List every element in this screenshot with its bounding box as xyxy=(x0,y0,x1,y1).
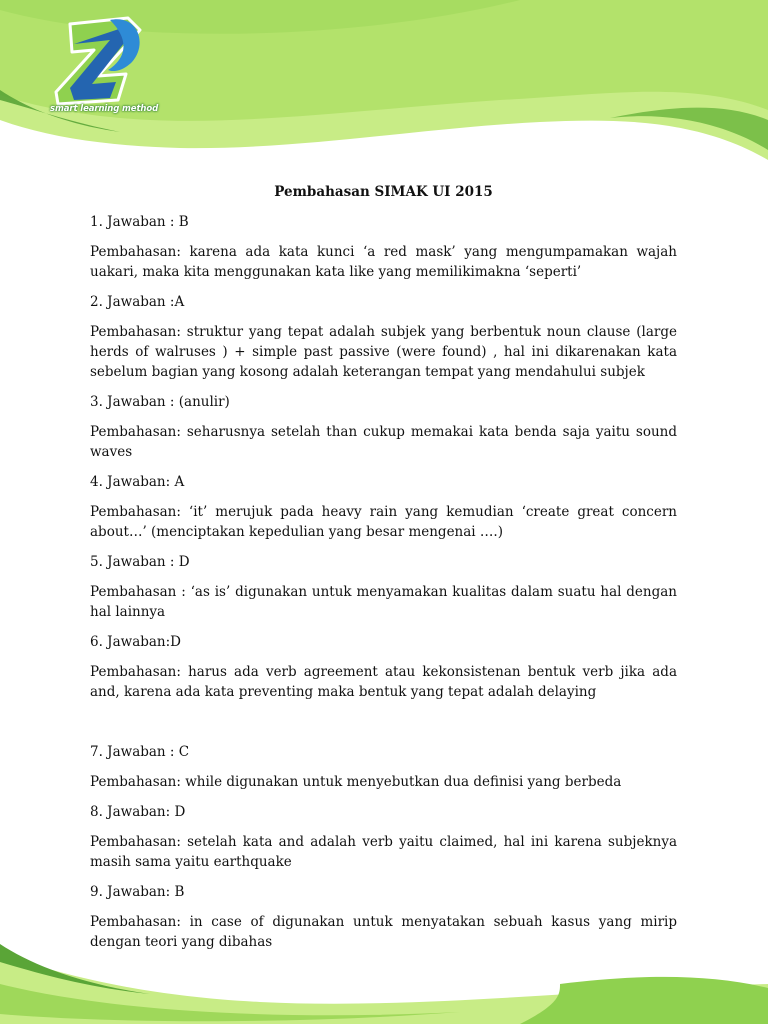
explanation-6: Pembahasan: harus ada verb agreement atau kekonsistenan bentuk verb jika ada and, karena ada kata preventing maka bentuk yang tepat adalah delaying xyxy=(90,664,677,700)
answer-8: 8. Jawaban: D xyxy=(90,804,186,820)
explanation-8: Pembahasan: setelah kata and adalah verb yaitu claimed, hal ini karena subjeknya masih sama yaitu earthquake xyxy=(90,834,677,870)
explanation-5: Pembahasan : ‘as is’ digunakan untuk menyamakan kualitas dalam suatu hal dengan hal lainnya xyxy=(90,584,677,620)
document-body xyxy=(90,182,677,962)
answer-6: 6. Jawaban:D xyxy=(90,634,181,650)
explanation-1: Pembahasan: karena ada kata kunci ‘a red mask’ yang mengumpamakan wajah uakari, maka kita menggunakan kata like yang memilikimakna ‘seperti’ xyxy=(90,244,677,280)
paragraph-spacer xyxy=(90,712,677,742)
explanation-3: Pembahasan: seharusnya setelah than cukup memakai kata benda saja yaitu sound waves xyxy=(90,424,677,460)
document-title: Pembahasan SIMAK UI 2015 xyxy=(274,184,493,200)
answer-2: 2. Jawaban :A xyxy=(90,294,185,310)
brand-tagline: smart learning method xyxy=(50,104,159,114)
explanation-9: Pembahasan: in case of digunakan untuk menyatakan sebuah kasus yang mirip dengan teori yang dibahas xyxy=(90,914,677,950)
answer-1: 1. Jawaban : B xyxy=(90,214,189,230)
answer-3: 3. Jawaban : (anulir) xyxy=(90,394,230,410)
answer-7: 7. Jawaban : C xyxy=(90,744,190,760)
explanation-7: Pembahasan: while digunakan untuk menyebutkan dua definisi yang berbeda xyxy=(90,774,622,790)
answer-5: 5. Jawaban : D xyxy=(90,554,190,570)
answer-4: 4. Jawaban: A xyxy=(90,474,185,490)
explanation-2: Pembahasan: struktur yang tepat adalah subjek yang berbentuk noun clause (large herds of walruses ) + simple past passive (were found) , hal ini dikarenakan kata sebelum bagian yang kosong adalah keterangan tempat yang mendahului subjek xyxy=(90,324,677,380)
explanation-4: Pembahasan: ‘it’ merujuk pada heavy rain yang kemudian ‘create great concern about…’ (menciptakan kepedulian yang besar mengenai ….) xyxy=(90,504,677,540)
answer-9: 9. Jawaban: B xyxy=(90,884,185,900)
footer-wave-decoration xyxy=(0,944,768,1024)
